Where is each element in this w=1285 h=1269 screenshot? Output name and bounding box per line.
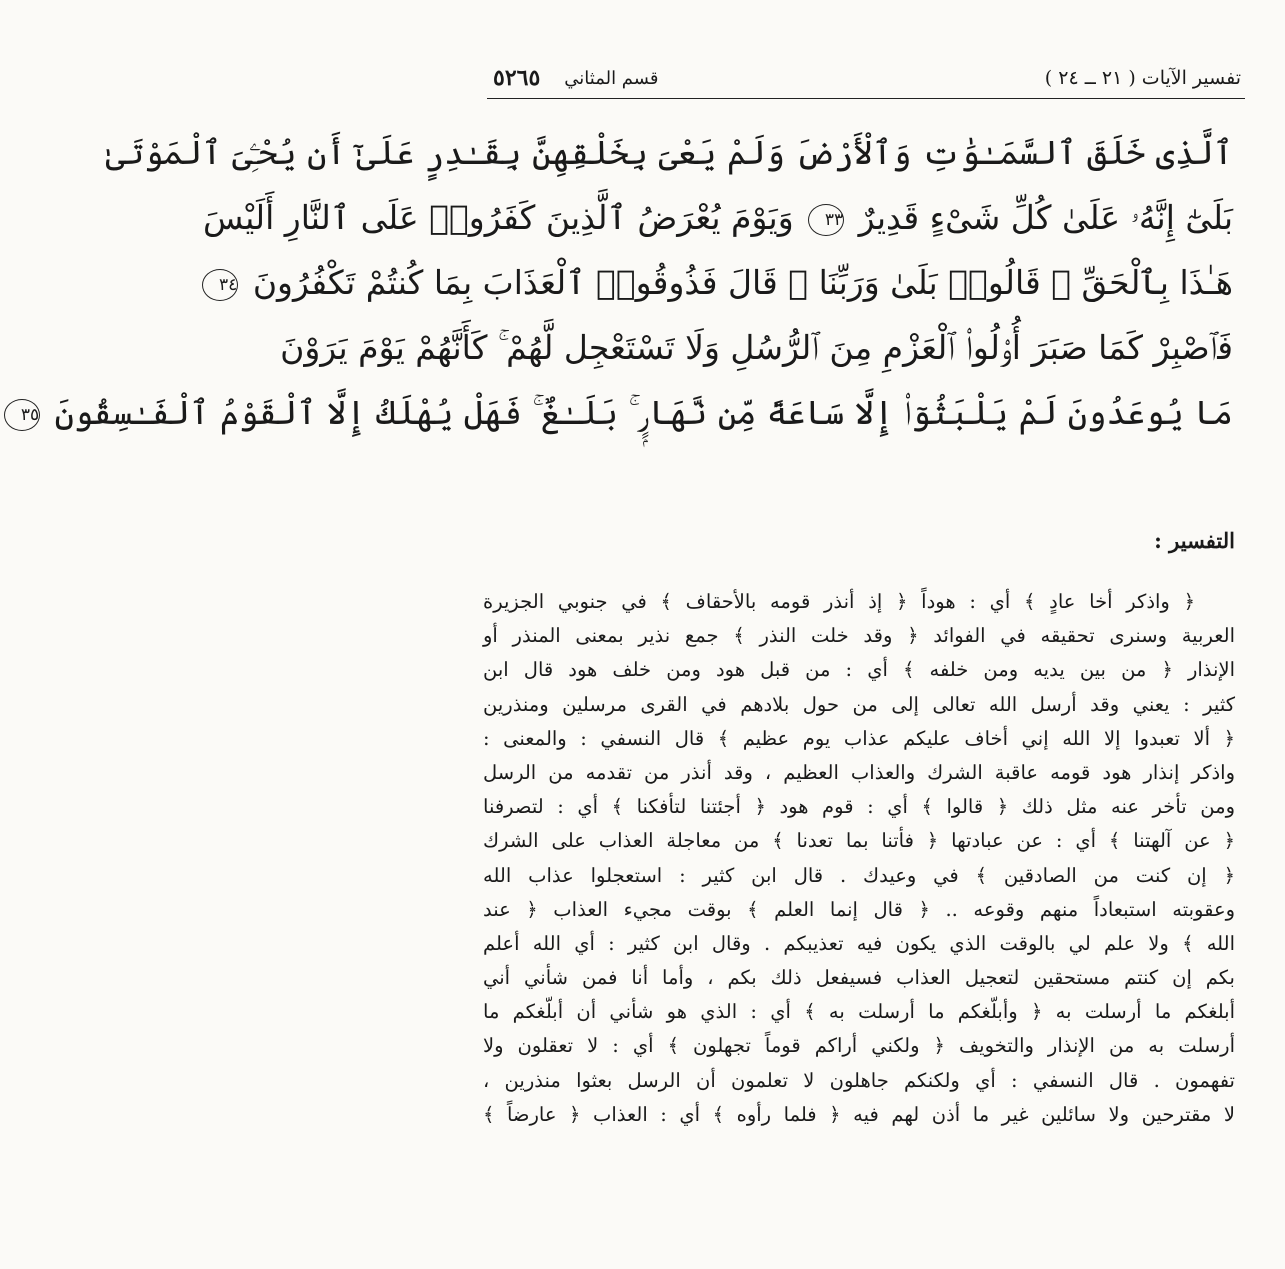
tafsir-line: أرسلت به من الإنذار والتخويف ﴿ ولكني أراكم قوماً تجهلون ﴾ أي : لا تعقلون ولا: [483, 1034, 1235, 1058]
header-left-group: [493, 65, 658, 91]
page-number: ٥٢٦٥: [493, 65, 541, 91]
page-header: [493, 58, 1241, 98]
tafsir-line: ﴿ واذكر أخا عادٍ ﴾ أي : هوداً ﴿ إذ أنذر قومه بالأحقاف ﴾ في جنوبي الجزيرة: [483, 590, 1195, 613]
tafsir-line: ﴿ عن آلهتنا ﴾ أي : عن عبادتها ﴿ فأتنا بما تعدنا ﴾ من معاجلة العذاب على الشرك: [483, 829, 1235, 853]
verse-text: مَا يُوعَدُونَ لَمْ يَلْبَثُوٓا۟ إِلَّا سَاعَةً مِّن نَّهَارٍۭ ۚ بَلَـٰغٌ ۚ فَهَلْ يُهْلَكُ إِلَّا ٱلْقَوْمُ ٱلْفَـٰسِقُونَ: [54, 393, 1233, 432]
tafsir-line: ومن تأخر عنه مثل ذلك ﴿ قالوا ﴾ أي : قوم هود ﴿ أجئتنا لتأفكنا ﴾ أي : لتصرفنا: [483, 795, 1235, 819]
section-title: قسم المثاني: [564, 67, 659, 89]
verse-text: فَٱصْبِرْ كَمَا صَبَرَ أُو۟لُوا۟ ٱلْعَزْمِ مِنَ ٱلرُّسُلِ وَلَا تَسْتَعْجِل لَّهُمْ ۚ كَأَنَّهُمْ يَوْمَ يَرَوْنَ: [280, 328, 1233, 367]
quran-verses: [20, 120, 1233, 445]
tafsir-line: العربية وسنرى تحقيقه في الفوائد ﴿ وقد خلت النذر ﴾ جمع نذير بمعنى المنذر أو: [483, 624, 1235, 648]
tafsir-line: كثير : يعني وقد أرسل الله تعالى إلى من حول بلادهم في القرى مرسلين ومنذرين: [483, 692, 1235, 716]
ayah-number-marker: ٣٥: [4, 399, 40, 431]
verse-text: بَلَىٰٓ إِنَّهُۥ عَلَىٰ كُلِّ شَىْءٍ قَدِيرٌ: [858, 198, 1233, 237]
verse-line: [105, 120, 1233, 185]
tafsir-line: تفهمون . قال النسفي : أي ولكنكم جاهلون لا تعلمون أن الرسل بعثوا منذرين ،: [483, 1068, 1235, 1092]
running-title: تفسير الآيات ( ٢١ ــ ٢٤ ): [1044, 67, 1241, 89]
tafsir-line: بكم إن كنتم مستحقين لتعجيل العذاب فسيفعل ذلك بكم ، وأما أنا فمن شأني أني: [483, 966, 1235, 990]
tafsir-body: [483, 585, 1235, 1132]
ayah-number-marker: ٣٤: [202, 269, 238, 301]
tafsir-line: ﴿ ألا تعبدوا إلا الله إني أخاف عليكم عذاب يوم عظيم ﴾ قال النسفي : والمعنى :: [483, 726, 1235, 750]
verse-text: هَـٰذَا بِٱلْحَقِّ ۖ قَالُوا۟ بَلَىٰ وَرَبِّنَا ۚ قَالَ فَذُوقُوا۟ ٱلْعَذَابَ بِمَا كُنتُمْ تَكْفُرُونَ: [252, 263, 1233, 302]
tafsir-line: الإنذار ﴿ من بين يديه ومن خلفه ﴾ أي : من قبل هود ومن خلف هود قال ابن: [483, 658, 1235, 682]
book-page: [20, 0, 1285, 1269]
tafsir-line: واذكر إنذار هود قومه عاقبة الشرك والعذاب العظيم ، وقد أنذر من تقدمه من الرسل: [483, 760, 1235, 784]
tafsir-line: الله ﴾ ولا علم لي بالوقت الذي يكون فيه تعذيبكم . وقال ابن كثير : أي الله أعلم: [483, 931, 1235, 955]
tafsir-line: لا مقترحين ولا سائلين غير ما أذن لهم فيه ﴿ فلما رأوه ﴾ أي : العذاب ﴿ عارضاً ﴾: [483, 1102, 1235, 1126]
verse-text: ٱلَّذِى خَلَقَ ٱلسَّمَـٰوَٰتِ وَٱلْأَرْضَ وَلَمْ يَعْىَ بِخَلْقِهِنَّ بِقَـٰدِرٍ عَلَىٰٓ أَن يُحْـِۧىَ ٱلْمَوْتَىٰ: [105, 133, 1233, 172]
verse-line: [203, 185, 1233, 250]
verse-line: [280, 315, 1233, 380]
tafsir-heading: التفسير :: [1154, 528, 1235, 553]
verse-text: وَيَوْمَ يُعْرَضُ ٱلَّذِينَ كَفَرُوا۟ عَلَى ٱلنَّارِ أَلَيْسَ: [203, 198, 794, 237]
header-divider: [487, 98, 1245, 99]
tafsir-line: أبلغكم ما أرسلت به ﴿ وأبلّغكم ما أرسلت به ﴾ أي : الذي هو شأني أن أبلّغكم ما: [483, 1000, 1235, 1024]
verse-line: [219, 250, 1233, 315]
tafsir-line: وعقوبته استبعاداً منهم وقوعه .. ﴿ قال إنما العلم ﴾ بوقت مجيء العذاب ﴿ عند: [483, 897, 1235, 921]
verse-line: [20, 380, 1233, 445]
ayah-number-marker: ٣٣: [808, 204, 844, 236]
tafsir-line: ﴿ إن كنت من الصادقين ﴾ في وعيدك . قال ابن كثير : استعجلوا عذاب الله: [483, 863, 1235, 887]
